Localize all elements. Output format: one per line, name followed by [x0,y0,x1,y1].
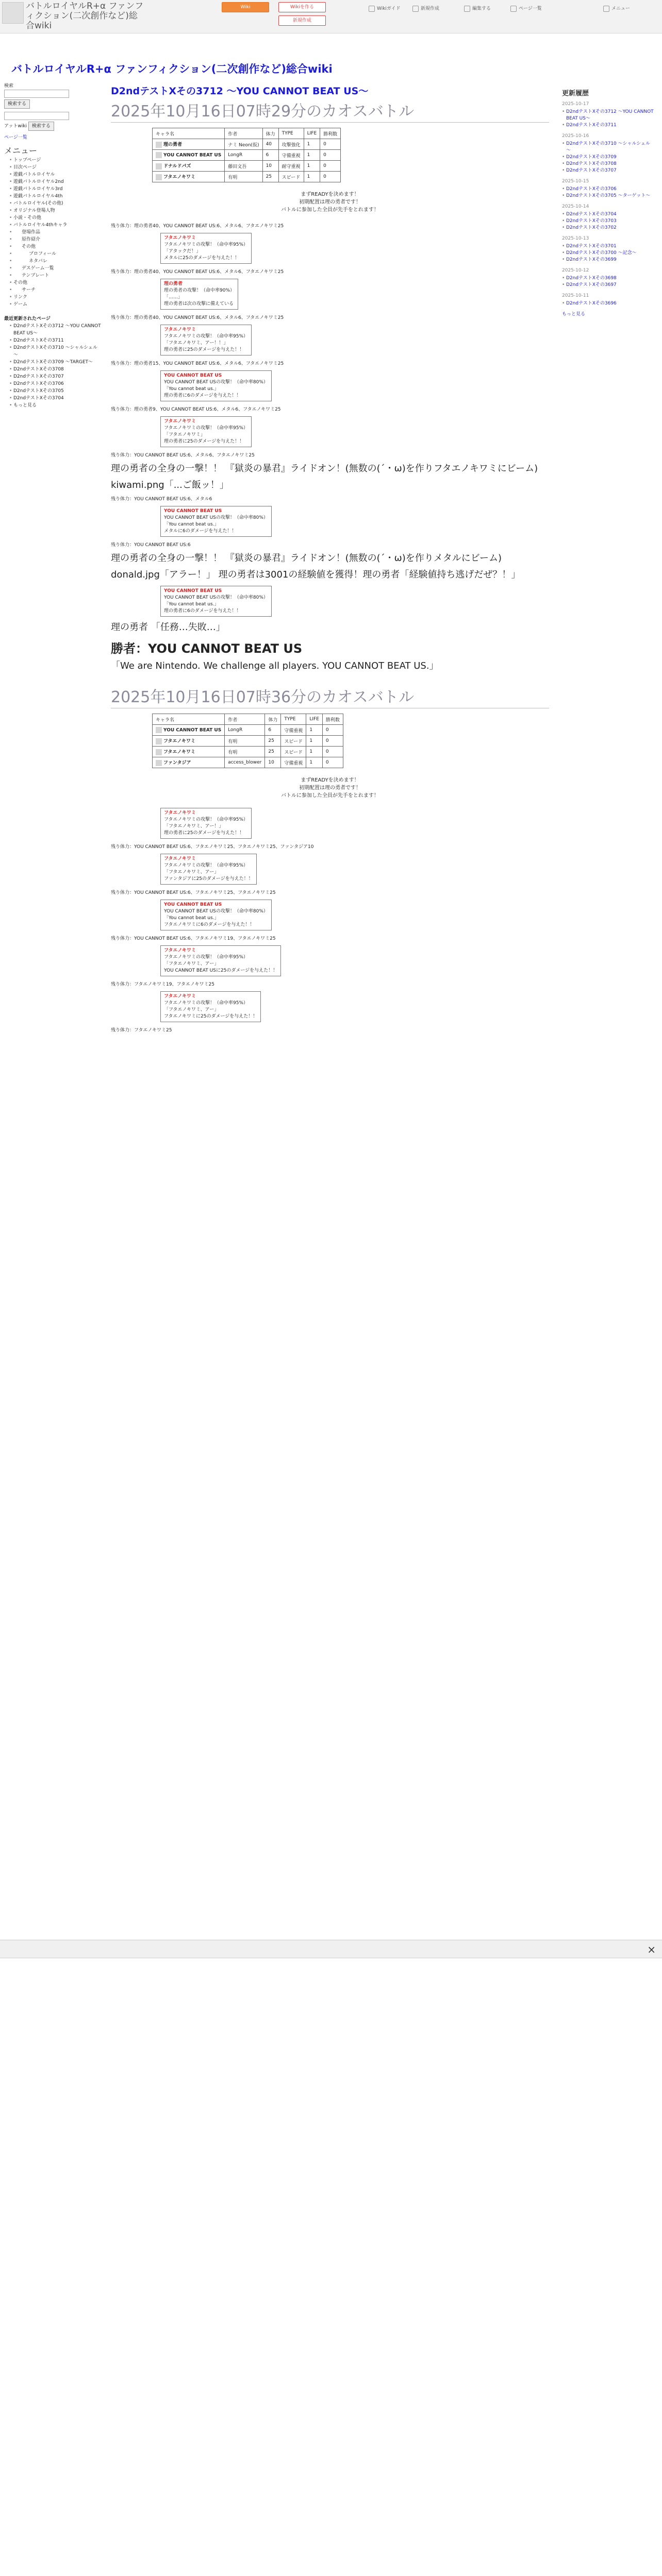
history-more-link[interactable]: もっと見る [562,312,586,317]
battle-entry [111,586,549,617]
table-header-cell: 作者 [225,128,262,139]
history-item-link[interactable]: • D2ndテストXその3705 ～ターゲット～ [562,193,655,199]
menu-item[interactable]: • 遊戯バトルロイヤル4th [9,193,102,200]
menu-item[interactable]: • デスゲーム一覧 [9,265,102,272]
recent-page-link[interactable]: • D2ndテストXその3705 [9,387,102,395]
turn-status: 残り体力：理の勇者40、YOU CANNOT BEAT US:6、メタル6、フタエノキワミ25 [111,315,284,320]
recent-page-link[interactable]: • もっと見る [9,402,102,409]
table-header-cell: 体力 [265,714,281,725]
battle-entry [111,506,549,537]
character-avatar [111,900,160,926]
history-group [562,275,655,289]
message-body: フタエノキワミの攻撃！（命中率95%） 「フタエノキワミ」 理の勇者に25のダメージを与えた！！ [164,426,249,444]
menu-item[interactable]: • 登場作品 [9,229,102,236]
quote-text: kiwami.png「...ご飯ッ！」 [111,480,229,490]
special-move-text: 理の勇者の全身の一撃！！ 『獄炎の暴君』ライドオン！(無数の(´・ω)を作りメタルにビーム) [111,553,502,564]
character-name: YOU CANNOT BEAT US [163,152,222,158]
turn-status: 残り体力：理の勇者40、YOU CANNOT BEAT US:6、メタル6、フタエノキワミ25 [111,269,284,275]
intro2-line-1: まずREADYを決めます！ [301,777,359,783]
turn-status: 残り体力：理の勇者15、YOU CANNOT BEAT US:6、メタル6、フタエノキワミ25 [111,361,284,366]
character-name: フタエノキワミ [163,750,196,755]
table-cell: 1 [306,736,323,747]
battle-entry [111,325,549,355]
table-header-cell: 勝利数 [322,714,343,725]
character-icon [156,142,162,148]
character-avatar [111,325,160,351]
history-item-link[interactable]: • D2ndテストXその3696 [562,300,655,307]
table-cell [153,150,225,161]
table-cell: 0 [320,161,341,172]
message-box [160,416,252,447]
history-title: 更新履歴 [562,90,589,97]
banner-title[interactable]: バトルロイヤルR+α ファンフィクション(二次創作など)総合wiki [11,63,333,75]
character-icon [156,760,162,766]
turn-status: 残り体力：YOU CANNOT BEAT US:6、フタエノキワミ25、フタエノキワミ25 [111,890,276,895]
table-cell: access_blower [225,757,265,768]
table-cell: 6 [262,150,278,161]
message-box [160,506,272,537]
section-heading-1: 2025年10月16日07時29分のカオスバトル [111,98,549,123]
character-icon [156,163,162,170]
history-item-link[interactable]: • D2ndテストXその3697 [562,282,655,289]
intro2-line-3: バトルに参加した全員が先手をとれます！ [281,793,379,799]
character-icon [156,174,162,180]
menu-item[interactable]: • その他 [9,243,102,250]
table-cell: 守備重視 [281,725,306,736]
history-list [562,101,655,307]
table-cell: LongR [225,725,265,736]
table-cell: 0 [320,150,341,161]
history-date: 2025-10-11 [562,293,589,298]
special-move-text: donald.jpg「アラー！」 理の勇者は3001の経験値を獲得！理の勇者「経験値持ち逃げだぜ？！」 [111,569,521,580]
character-name: 理の勇者 [163,142,183,148]
message-body: YOU CANNOT BEAT USの攻撃！（命中率80%） 「You cannot beat us.」 理の勇者に6のダメージを与えた！！ [164,380,268,398]
page-list-link[interactable]: ページ一覧 [4,135,27,140]
search2-button[interactable]: 検索する [28,122,54,131]
pencil-icon [464,6,470,12]
message-box [160,945,281,976]
table-row [153,747,343,757]
recent-page-link[interactable]: • D2ndテストXその3712 ～YOU CANNOT BEAT US～ [9,323,102,337]
create-wiki-button[interactable]: Wikiを作る [278,2,326,12]
list-icon [510,6,517,12]
participant-table-1 [152,128,341,182]
menu-item[interactable]: • リンク [9,294,102,301]
table-cell: 攻撃強化 [278,139,304,150]
table-cell: 0 [322,747,343,757]
history-item-link[interactable]: • D2ndテストXその3710 ～シャルシェル～ [562,141,655,154]
keyword-input[interactable] [4,112,69,120]
quote-text: 「We are Nintendo. We challenge all players. YOU CANNOT BEAT US.」 [111,660,439,671]
battle-entry [111,854,549,885]
character-avatar [111,506,160,533]
wiki-button[interactable]: Wiki [222,2,269,12]
character-avatar [111,233,160,260]
turn-status: 残り体力：YOU CANNOT BEAT US:6、フタエノキワミ25、フタエノキワミ25、ファンタジア10 [111,844,314,850]
table-cell: 0 [322,736,343,747]
new-page-button[interactable]: 新規作成 [278,15,326,26]
history-item-link[interactable]: • D2ndテストXその3709 [562,154,655,161]
history-item-link[interactable]: • D2ndテストXその3706 [562,186,655,193]
speaker-name: YOU CANNOT BEAT US [164,588,222,594]
turn-status: 残り体力：YOU CANNOT BEAT US:6 [111,543,191,548]
speaker-name: フタエノキワミ [164,419,196,424]
table-row [153,161,341,172]
table-cell: 10 [262,161,278,172]
speaker-name: フタエノキワミ [164,235,196,241]
message-body: YOU CANNOT BEAT USの攻撃！（命中率80%） 「You cannot beat us.」 理の勇者に6のダメージを与えた！！ [164,595,268,614]
page-title: D2ndテストXその3712 ～YOU CANNOT BEAT US～ [111,86,369,97]
history-group [562,186,655,199]
atwiki-label: アットwiki [4,124,27,129]
history-item-link[interactable]: • D2ndテストXその3702 [562,225,655,231]
turn-status: 残り体力：理の勇者40、YOU CANNOT BEAT US:6、メタル6、フタエノキワミ25 [111,224,284,229]
history-item-link[interactable]: • D2ndテストXその3699 [562,257,655,263]
history-group [562,300,655,307]
turn-status: 残り体力：YOU CANNOT BEAT US:6、フタエノキワミ19、フタエノキワミ25 [111,936,276,941]
battle-entry [111,900,549,930]
table-cell: 耐守重視 [278,161,304,172]
character-avatar [111,991,160,1018]
table-cell: 1 [306,747,323,757]
message-box [160,900,272,930]
character-avatar [111,279,160,306]
history-group [562,141,655,174]
character-name: ファンタジア [163,760,191,766]
table-cell [153,747,225,757]
table-cell: 0 [322,757,343,768]
table-cell [153,172,225,182]
history-date: 2025-10-13 [562,236,589,241]
character-name: フタエノキワミ [163,175,196,180]
table-cell: スピード [281,747,306,757]
intro-line-1: まずREADYを決めます！ [301,192,359,197]
table-cell: 10 [265,757,281,768]
message-box [160,233,252,264]
battle-entry [111,279,549,310]
recent-list [4,323,102,409]
table-cell [153,725,225,736]
search-label: 検索 [4,83,14,89]
character-icon [156,738,162,744]
message-box [160,991,261,1022]
message-box [160,325,252,355]
table-cell: 25 [262,172,278,182]
history-item-link[interactable]: • D2ndテストXその3711 [562,122,655,129]
table-header-cell: 作者 [225,714,265,725]
battle-entry [111,991,549,1022]
message-box [160,808,252,839]
intro-line-3: バトルに参加した全員が先手をとれます！ [281,207,379,213]
history-date: 2025-10-16 [562,133,589,139]
table-cell: 0 [320,139,341,150]
intro-note-2 [111,776,549,800]
recent-page-link[interactable]: • D2ndテストXその3709 ～TARGET～ [9,359,102,366]
message-body: フタエノキワミの攻撃！（命中率95%） 「フタエノキワミ、アー」 フタエノキワミに25のダメージを与えた！！ [164,1001,258,1019]
recent-page-link[interactable]: • D2ndテストXその3707 [9,373,102,380]
history-group [562,211,655,231]
table-cell: 藤田文吾 [225,161,262,172]
menu-icon [603,6,609,12]
message-body: 理の勇者の攻撃！（命中率90%） 「……」 理の勇者は次の攻撃に備えている [164,288,235,307]
recent-page-link[interactable]: • D2ndテストXその3704 [9,395,102,402]
page-list-action[interactable]: ページ一覧 [510,4,542,13]
edit-action[interactable]: 編集する [464,4,491,13]
character-name: フタエノキワミ [163,739,196,744]
character-icon [156,727,162,733]
character-avatar [111,854,160,880]
speaker-name: フタエノキワミ [164,810,196,816]
speaker-name: フタエノキワミ [164,994,196,999]
plus-icon [412,6,419,12]
table-header-cell: キャラ名 [153,128,225,139]
menu-item[interactable]: • 遊戯バトルロイヤル2nd [9,178,102,185]
table-header-cell: LIFE [306,714,323,725]
table-cell: 40 [262,139,278,150]
table-cell: 守備重視 [281,757,306,768]
table-cell: 1 [306,757,323,768]
table-row [153,725,343,736]
top-bar [0,0,662,33]
message-box [160,370,272,401]
recent-page-link[interactable]: • D2ndテストXその3706 [9,380,102,387]
history-group [562,243,655,263]
turn-status: 残り体力：YOU CANNOT BEAT US:6、メタル6 [111,497,212,502]
menu-item[interactable]: • 遊戯バトルロイヤル [9,171,102,178]
history-date: 2025-10-17 [562,101,589,107]
speaker-name: YOU CANNOT BEAT US [164,902,222,907]
message-body: フタエノキワミの攻撃！（命中率95%） 「フタエノキワミ、アー！」 理の勇者に25のダメージを与えた！！ [164,817,249,836]
menu-item[interactable]: • プロフィール [9,250,102,258]
table-cell: 0 [320,172,341,182]
menu-item[interactable]: • 目次ページ [9,164,102,171]
intro-note [111,191,549,214]
intro-line-2: 初期配置は理の勇者です！ [299,199,361,205]
recent-page-link[interactable]: • D2ndテストXその3711 [9,337,102,344]
table-row [153,172,341,182]
site-name[interactable]: バトルロイヤルR+α ファンフィクション(二次創作など)総合wiki [26,1,144,31]
history-item-link[interactable]: • D2ndテストXその3708 [562,161,655,167]
character-avatar [111,586,160,613]
table-cell: 1 [304,161,320,172]
menu-item[interactable]: • ゲーム [9,301,102,308]
turn-status: 残り体力：フタエノキワミ19、フタエノキワミ25 [111,982,214,987]
table-cell: 25 [265,747,281,757]
table-header-cell: TYPE [281,714,306,725]
character-avatar [111,945,160,972]
message-box [160,854,257,885]
history-date: 2025-10-15 [562,179,589,184]
message-box [160,586,272,617]
menu-item[interactable]: • トップページ [9,157,102,164]
table-row [153,757,343,768]
close-icon[interactable]: × [647,1943,656,1956]
participant-table-2 [152,714,343,768]
history-item-link[interactable]: • D2ndテストXその3701 [562,243,655,250]
menu-item[interactable]: • 小説・その他 [9,214,102,222]
history-group [562,109,655,129]
history-date: 2025-10-14 [562,204,589,209]
character-avatar [111,416,160,443]
table-cell: ナミ Neon(仮) [225,139,262,150]
table-cell [153,161,225,172]
table-header-cell: キャラ名 [153,714,225,725]
table-header-cell: TYPE [278,128,304,139]
history-item-link[interactable]: • D2ndテストXその3712 ～YOU CANNOT BEAT US～ [562,109,655,122]
speaker-name: フタエノキワミ [164,948,196,953]
table-cell: 守備重視 [278,150,304,161]
speaker-name: フタエノキワミ [164,327,196,332]
message-body: フタエノキワミの攻撃！（命中率95%） 「フタエノキワミ、アー」 ファンタジアに25のダメージを与えた！！ [164,863,253,882]
recent-title: 最近更新されたページ [4,316,51,321]
character-icon [156,749,162,755]
character-avatar [111,808,160,835]
table-cell: 25 [265,736,281,747]
recent-page-link[interactable]: • D2ndテストXその3710 ～シャルシェル～ [9,344,102,359]
message-body: フタエノキワミの攻撃！（命中率95%） 「フタエノキワミ、アー」 YOU CANNOT BEAT USに25のダメージを与えた！！ [164,955,278,973]
menu-item[interactable]: • テンプレート [9,272,102,279]
menu-item[interactable]: • ネタバレ [9,258,102,265]
menu-list [4,157,102,308]
message-box [160,279,238,310]
table-cell: 有明 [225,172,262,182]
turn-status: 残り体力：理の勇者9、YOU CANNOT BEAT US:6、メタル6、フタエノキワミ25 [111,407,281,412]
message-body: フタエノキワミの攻撃！（命中率95%） 「フタエノキワミ、アー！！」 理の勇者に25のダメージを与えた！！ [164,334,249,352]
guide-icon [369,6,375,12]
ad-banner [0,1940,662,1958]
battle-entry [111,808,549,839]
speaker-name: YOU CANNOT BEAT US [164,509,222,514]
menu-item[interactable]: • その他 [9,279,102,286]
winner-text: 勝者：YOU CANNOT BEAT US [111,641,303,656]
table-header-cell: LIFE [304,128,320,139]
special-move-text: 理の勇者 「任務…失敗…」 [111,622,225,633]
table-cell: 1 [304,150,320,161]
table-cell: 1 [306,725,323,736]
battle-entry [111,945,549,976]
new-create-action[interactable]: 新規作成 [412,4,439,13]
table-header-cell: 勝利数 [320,128,341,139]
table-cell [153,757,225,768]
table-cell: 有明 [225,736,265,747]
table-row [153,139,341,150]
table-cell: 0 [322,725,343,736]
message-body: YOU CANNOT BEAT USの攻撃！（命中率80%） 「You cannot beat us.」 フタエノキワミに6のダメージを与えた！！ [164,909,268,927]
speaker-name: フタエノキワミ [164,856,196,861]
menu-title: メニュー [4,146,38,156]
table-cell [153,736,225,747]
recent-page-link[interactable]: • D2ndテストXその3708 [9,366,102,373]
message-body: YOU CANNOT BEAT USの攻撃！（命中率80%） 「You cannot beat us.」 メタルに6のダメージを与えた！！ [164,515,268,534]
history-item-link[interactable]: • D2ndテストXその3698 [562,275,655,282]
table-cell: LongR [225,150,262,161]
character-name: YOU CANNOT BEAT US [163,727,222,733]
section-heading-2: 2025年10月16日07時36分のカオスバトル [111,684,549,708]
character-avatar [111,370,160,397]
search-button[interactable]: 検索する [4,99,30,109]
table-cell [153,139,225,150]
table-cell: スピード [278,172,304,182]
battle-log-2 [111,808,549,1033]
right-sidebar [562,90,655,318]
character-icon [156,152,162,158]
menu-item[interactable]: • バトルロイヤル(その他) [9,200,102,207]
battle-log-1 [111,222,549,672]
menu-item[interactable]: • バトルロイヤル4thキャラ [9,222,102,229]
menu-action[interactable]: メニュー [603,4,630,13]
menu-item[interactable]: • オリジナル登場人物 [9,207,102,214]
menu-item[interactable]: • 遊戯バトルロイヤル3rd [9,185,102,193]
speaker-name: YOU CANNOT BEAT US [164,373,222,378]
table-cell: 1 [304,139,320,150]
battle-entry [111,233,549,264]
main-content [111,83,549,1037]
table-row [153,736,343,747]
history-item-link[interactable]: • D2ndテストXその3704 [562,211,655,218]
message-body: フタエノキワミの攻撃！（命中率95%） 「アタックだ！」 メタルに25のダメージを与えた！！ [164,242,249,261]
wiki-guide-action[interactable]: Wikiガイド [369,4,401,13]
turn-status: 残り体力：フタエノキワミ25 [111,1028,172,1033]
table-cell: 6 [265,725,281,736]
character-name: ドナルドパズ [163,164,191,170]
intro2-line-2: 初期配置は理の勇者です！ [299,785,361,791]
history-item-link[interactable]: • D2ndテストXその3703 [562,218,655,225]
history-item-link[interactable]: • D2ndテストXその3700 ～記念～ [562,250,655,257]
table-header-cell: 体力 [262,128,278,139]
search-input[interactable] [4,90,69,98]
history-date: 2025-10-12 [562,268,589,273]
speaker-name: 理の勇者 [164,281,183,286]
table-cell: 1 [304,172,320,182]
site-logo[interactable] [2,2,24,24]
battle-entry [111,370,549,401]
menu-item[interactable]: • サーチ [9,286,102,294]
table-row [153,150,341,161]
table-cell: スピード [281,736,306,747]
left-sidebar [4,82,102,409]
turn-status: 残り体力：YOU CANNOT BEAT US:6、メタル6、フタエノキワミ25 [111,453,255,458]
table-cell: 有明 [225,747,265,757]
menu-item[interactable]: • 原作紹介 [9,236,102,243]
history-item-link[interactable]: • D2ndテストXその3707 [562,167,655,174]
special-move-text: 理の勇者の全身の一撃！！ 『獄炎の暴君』ライドオン！(無数の(´・ω)を作りフタエノキワミにビーム) [111,463,538,474]
battle-entry [111,416,549,447]
